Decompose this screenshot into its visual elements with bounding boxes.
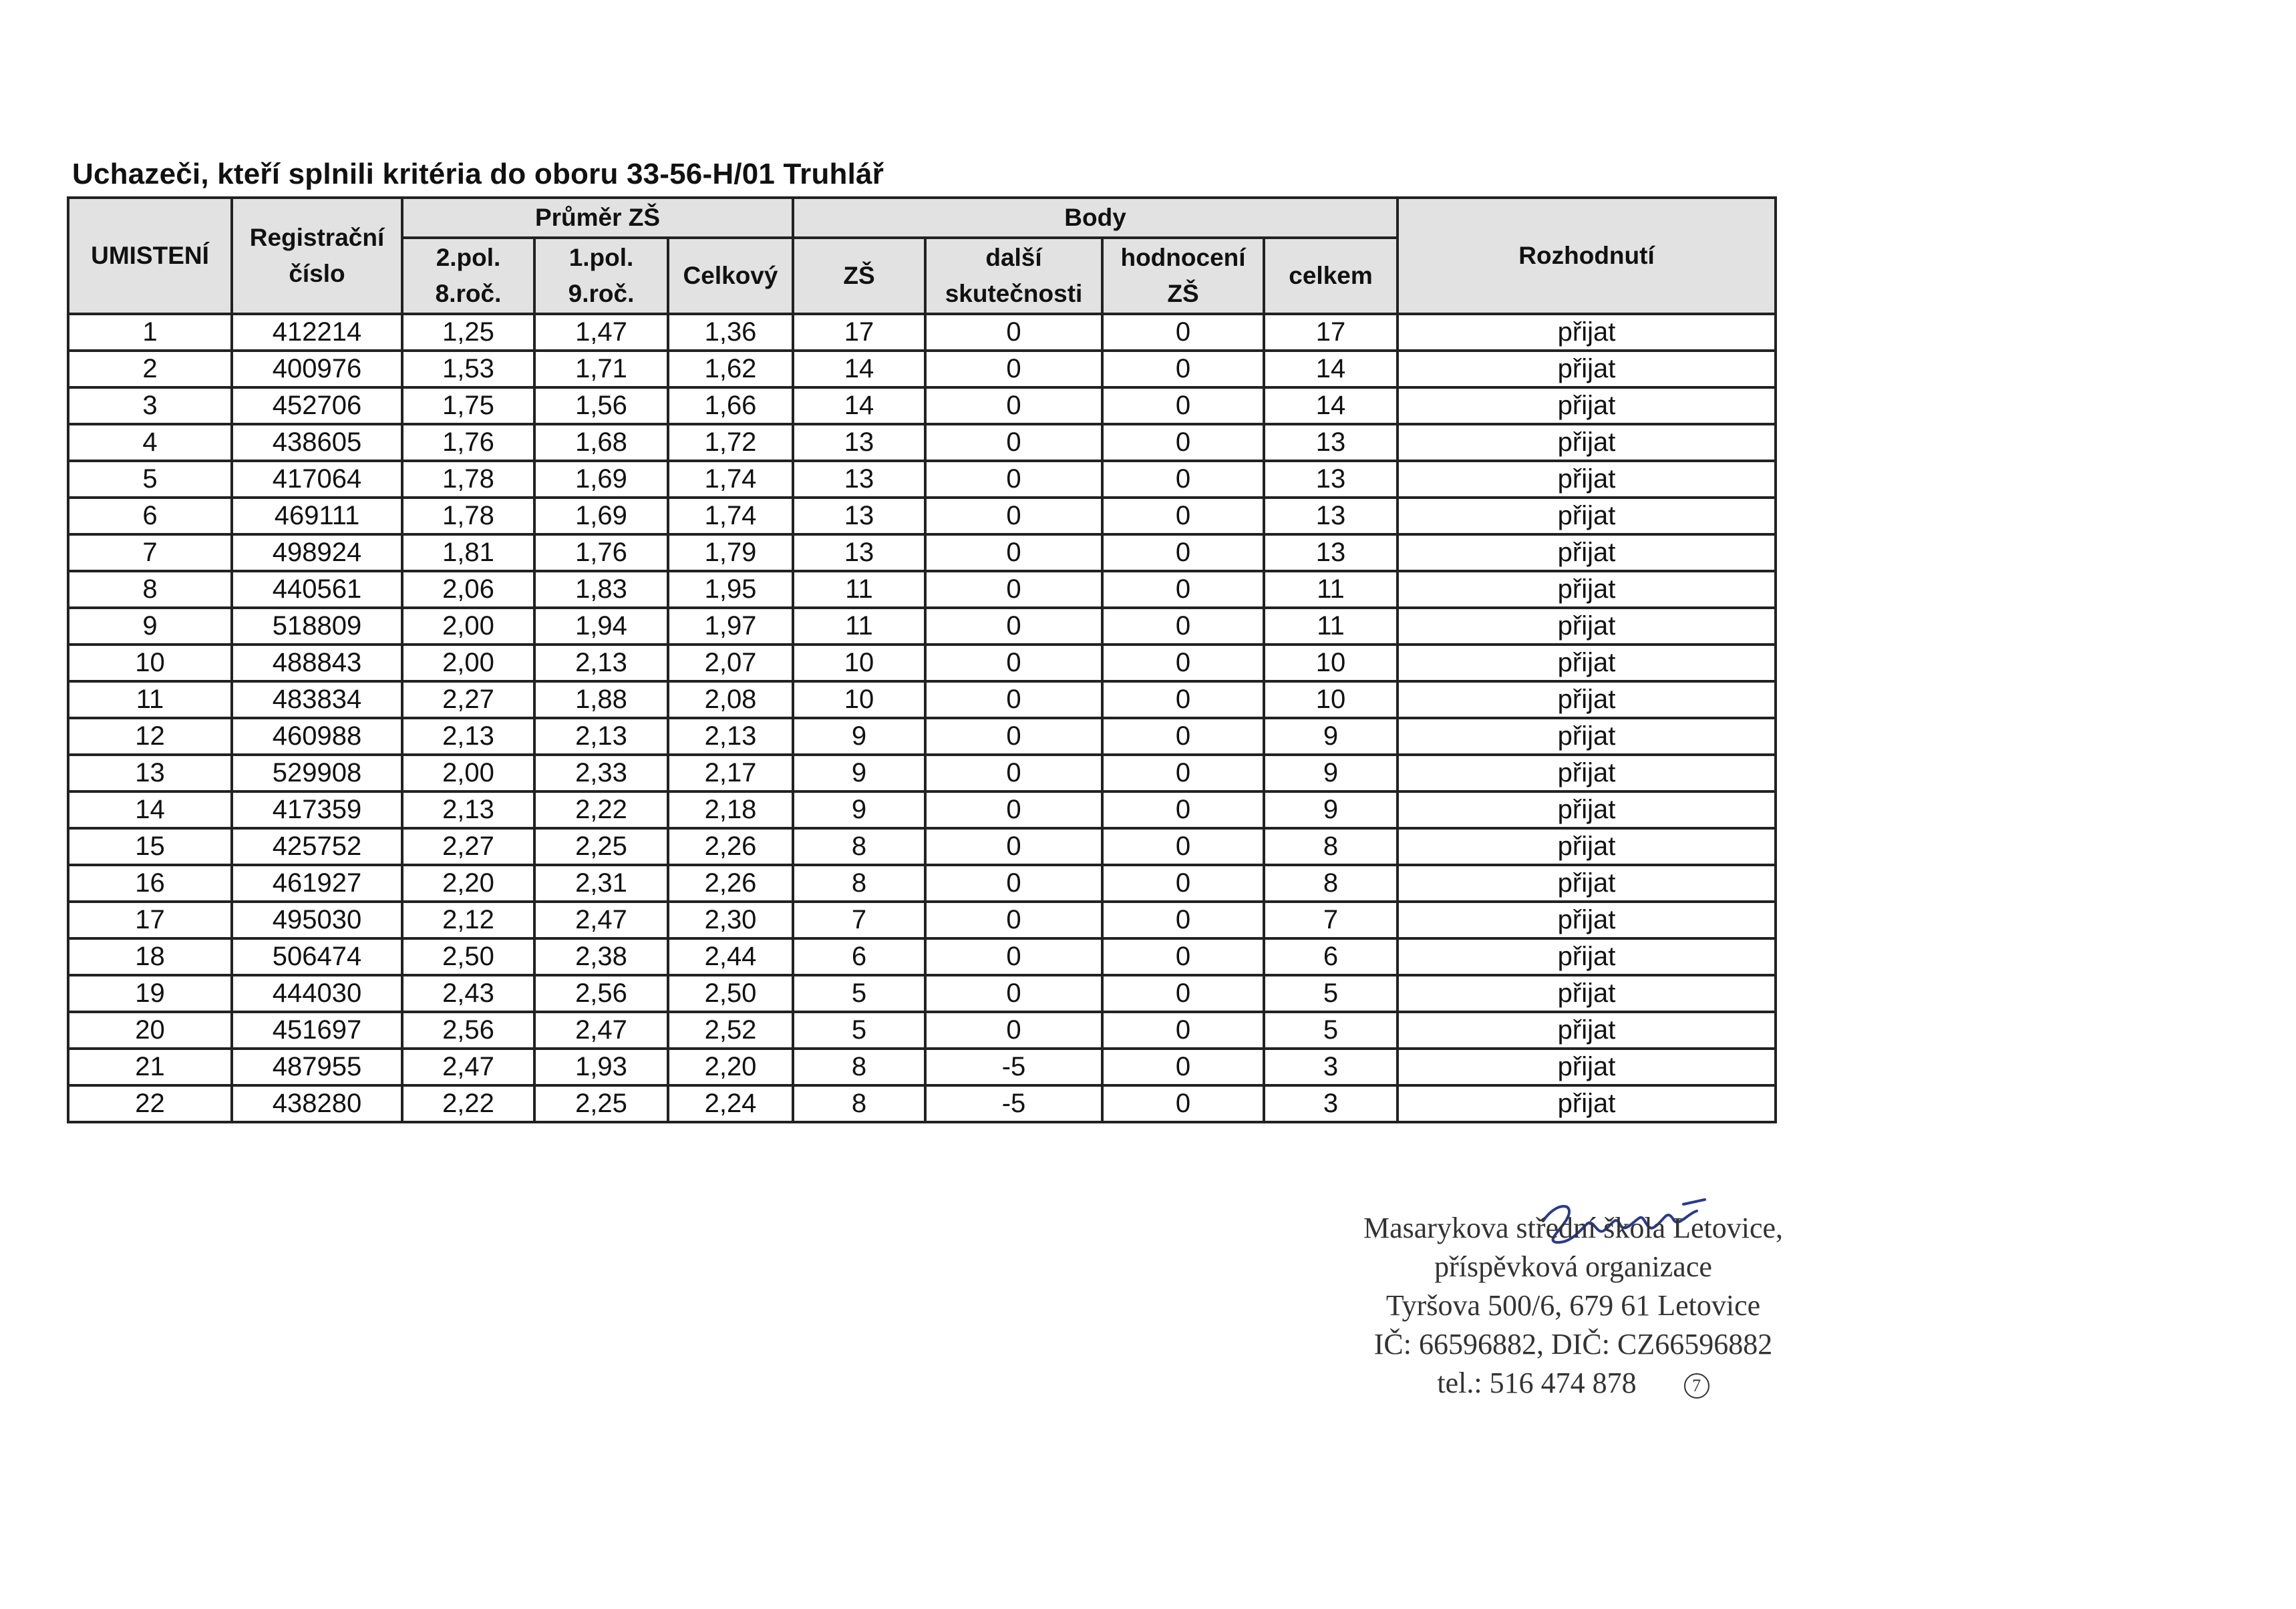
- cell-pol2: 2,13: [402, 791, 534, 828]
- cell-pol2: 2,00: [402, 645, 534, 681]
- cell-celkovy: 1,36: [668, 314, 793, 351]
- cell-dalsi: 0: [925, 424, 1102, 461]
- cell-pol2: 2,43: [402, 975, 534, 1012]
- cell-zs: 6: [793, 938, 925, 975]
- cell-hodnoceni: 0: [1102, 608, 1264, 645]
- cell-hodnoceni: 0: [1102, 828, 1264, 865]
- table-row: [68, 424, 1776, 461]
- cell-zs: 14: [793, 387, 925, 424]
- cell-pol2: 1,53: [402, 351, 534, 387]
- cell-umisteni: 7: [68, 534, 232, 571]
- cell-hodnoceni: 0: [1102, 938, 1264, 975]
- cell-pol2: 2,27: [402, 828, 534, 865]
- cell-registracni: 438280: [232, 1085, 402, 1122]
- cell-rozhodnuti: přijat: [1398, 902, 1776, 938]
- cell-pol1: 2,47: [534, 1012, 668, 1049]
- cell-umisteni: 6: [68, 498, 232, 534]
- table-row: [68, 681, 1776, 718]
- cell-rozhodnuti: přijat: [1398, 938, 1776, 975]
- cell-umisteni: 3: [68, 387, 232, 424]
- col-zs: ZŠ: [793, 238, 925, 314]
- cell-dalsi: 0: [925, 461, 1102, 498]
- cell-rozhodnuti: přijat: [1398, 975, 1776, 1012]
- cell-celkovy: 2,18: [668, 791, 793, 828]
- cell-umisteni: 15: [68, 828, 232, 865]
- cell-pol1: 1,56: [534, 387, 668, 424]
- cell-celkovy: 1,95: [668, 571, 793, 608]
- cell-rozhodnuti: přijat: [1398, 387, 1776, 424]
- cell-celkem: 8: [1264, 865, 1398, 902]
- cell-celkovy: 2,26: [668, 865, 793, 902]
- stamp-number-mark: 7: [1684, 1373, 1709, 1399]
- cell-umisteni: 16: [68, 865, 232, 902]
- cell-registracni: 506474: [232, 938, 402, 975]
- col-celkovy: Celkový: [668, 238, 793, 314]
- table-row: [68, 718, 1776, 755]
- cell-celkem: 17: [1264, 314, 1398, 351]
- stamp-line: příspěvková organizace: [1434, 1250, 1712, 1283]
- cell-pol1: 1,47: [534, 314, 668, 351]
- cell-rozhodnuti: přijat: [1398, 718, 1776, 755]
- cell-zs: 11: [793, 571, 925, 608]
- table-header: [68, 198, 1776, 314]
- cell-pol1: 2,22: [534, 791, 668, 828]
- cell-dalsi: 0: [925, 975, 1102, 1012]
- cell-rozhodnuti: přijat: [1398, 534, 1776, 571]
- cell-celkem: 9: [1264, 791, 1398, 828]
- table-body: [68, 314, 1776, 1122]
- cell-dalsi: 0: [925, 387, 1102, 424]
- table-row: [68, 1085, 1776, 1122]
- stamp-line: [1309, 1364, 1837, 1403]
- cell-hodnoceni: 0: [1102, 1049, 1264, 1085]
- cell-pol1: 1,76: [534, 534, 668, 571]
- cell-registracni: 451697: [232, 1012, 402, 1049]
- table-row: [68, 828, 1776, 865]
- cell-registracni: 483834: [232, 681, 402, 718]
- cell-celkovy: 2,52: [668, 1012, 793, 1049]
- cell-celkem: 14: [1264, 387, 1398, 424]
- cell-registracni: 400976: [232, 351, 402, 387]
- cell-registracni: 487955: [232, 1049, 402, 1085]
- cell-umisteni: 9: [68, 608, 232, 645]
- table-row: [68, 608, 1776, 645]
- cell-dalsi: 0: [925, 865, 1102, 902]
- cell-pol1: 2,33: [534, 755, 668, 791]
- table-row: [68, 387, 1776, 424]
- cell-celkovy: 2,17: [668, 755, 793, 791]
- cell-pol2: 1,25: [402, 314, 534, 351]
- cell-dalsi: 0: [925, 351, 1102, 387]
- cell-pol2: 2,22: [402, 1085, 534, 1122]
- cell-umisteni: 14: [68, 791, 232, 828]
- table-row: [68, 351, 1776, 387]
- cell-hodnoceni: 0: [1102, 1085, 1264, 1122]
- cell-umisteni: 8: [68, 571, 232, 608]
- stamp-line: IČ: 66596882, DIČ: CZ66596882: [1373, 1328, 1773, 1361]
- cell-umisteni: 21: [68, 1049, 232, 1085]
- cell-zs: 8: [793, 1085, 925, 1122]
- cell-celkem: 11: [1264, 571, 1398, 608]
- cell-celkovy: 1,72: [668, 424, 793, 461]
- table-row: [68, 791, 1776, 828]
- cell-dalsi: 0: [925, 938, 1102, 975]
- cell-pol1: 1,94: [534, 608, 668, 645]
- cell-pol1: 1,83: [534, 571, 668, 608]
- cell-celkem: 13: [1264, 498, 1398, 534]
- table-row: [68, 755, 1776, 791]
- cell-registracni: 412214: [232, 314, 402, 351]
- cell-registracni: 498924: [232, 534, 402, 571]
- cell-zs: 10: [793, 681, 925, 718]
- cell-pol1: 2,25: [534, 828, 668, 865]
- cell-registracni: 518809: [232, 608, 402, 645]
- cell-celkem: 13: [1264, 461, 1398, 498]
- col-rozhodnuti: Rozhodnutí: [1398, 198, 1776, 314]
- group-body: Body: [793, 198, 1398, 238]
- cell-rozhodnuti: přijat: [1398, 1012, 1776, 1049]
- cell-celkem: 3: [1264, 1085, 1398, 1122]
- cell-dalsi: -5: [925, 1085, 1102, 1122]
- table-row: [68, 534, 1776, 571]
- cell-dalsi: 0: [925, 681, 1102, 718]
- cell-hodnoceni: 0: [1102, 351, 1264, 387]
- cell-umisteni: 11: [68, 681, 232, 718]
- cell-pol2: 1,81: [402, 534, 534, 571]
- cell-celkem: 9: [1264, 718, 1398, 755]
- stamp-line: Tyršova 500/6, 679 61 Letovice: [1385, 1289, 1761, 1322]
- cell-pol2: 1,78: [402, 498, 534, 534]
- cell-registracni: 444030: [232, 975, 402, 1012]
- cell-rozhodnuti: přijat: [1398, 608, 1776, 645]
- cell-celkovy: 2,07: [668, 645, 793, 681]
- cell-celkovy: 1,66: [668, 387, 793, 424]
- cell-pol1: 1,93: [534, 1049, 668, 1085]
- table-row: [68, 1012, 1776, 1049]
- table-row: [68, 865, 1776, 902]
- cell-celkem: 14: [1264, 351, 1398, 387]
- cell-zs: 8: [793, 828, 925, 865]
- cell-rozhodnuti: přijat: [1398, 1049, 1776, 1085]
- cell-umisteni: 4: [68, 424, 232, 461]
- cell-zs: 11: [793, 608, 925, 645]
- cell-celkovy: 2,08: [668, 681, 793, 718]
- cell-celkem: 6: [1264, 938, 1398, 975]
- cell-rozhodnuti: přijat: [1398, 571, 1776, 608]
- col-celkem: celkem: [1264, 238, 1398, 314]
- cell-rozhodnuti: přijat: [1398, 498, 1776, 534]
- cell-dalsi: 0: [925, 902, 1102, 938]
- cell-umisteni: 12: [68, 718, 232, 755]
- school-stamp: [1309, 1209, 1837, 1403]
- cell-pol1: 1,69: [534, 498, 668, 534]
- cell-umisteni: 2: [68, 351, 232, 387]
- table-row: [68, 1049, 1776, 1085]
- cell-dalsi: 0: [925, 534, 1102, 571]
- cell-zs: 13: [793, 498, 925, 534]
- cell-pol2: 2,06: [402, 571, 534, 608]
- cell-pol2: 2,00: [402, 755, 534, 791]
- cell-pol1: 2,13: [534, 718, 668, 755]
- cell-pol2: 1,76: [402, 424, 534, 461]
- cell-celkem: 5: [1264, 975, 1398, 1012]
- cell-hodnoceni: 0: [1102, 534, 1264, 571]
- cell-registracni: 452706: [232, 387, 402, 424]
- cell-zs: 9: [793, 755, 925, 791]
- cell-pol2: 1,78: [402, 461, 534, 498]
- cell-hodnoceni: 0: [1102, 571, 1264, 608]
- cell-pol2: 2,47: [402, 1049, 534, 1085]
- cell-hodnoceni: 0: [1102, 791, 1264, 828]
- cell-pol1: 2,56: [534, 975, 668, 1012]
- cell-umisteni: 1: [68, 314, 232, 351]
- cell-zs: 13: [793, 424, 925, 461]
- stamp-line: Masarykova střední škola Letovice,: [1363, 1212, 1784, 1244]
- cell-registracni: 417064: [232, 461, 402, 498]
- cell-rozhodnuti: přijat: [1398, 791, 1776, 828]
- cell-celkovy: 2,13: [668, 718, 793, 755]
- cell-registracni: 438605: [232, 424, 402, 461]
- cell-zs: 9: [793, 718, 925, 755]
- cell-celkem: 13: [1264, 534, 1398, 571]
- cell-celkem: 8: [1264, 828, 1398, 865]
- cell-rozhodnuti: přijat: [1398, 865, 1776, 902]
- cell-umisteni: 18: [68, 938, 232, 975]
- cell-pol1: 2,38: [534, 938, 668, 975]
- cell-zs: 8: [793, 1049, 925, 1085]
- cell-rozhodnuti: přijat: [1398, 461, 1776, 498]
- cell-rozhodnuti: přijat: [1398, 424, 1776, 461]
- cell-dalsi: 0: [925, 791, 1102, 828]
- col-hodnoceni: hodnocení ZŠ: [1102, 238, 1264, 314]
- cell-celkem: 3: [1264, 1049, 1398, 1085]
- cell-zs: 7: [793, 902, 925, 938]
- cell-zs: 9: [793, 791, 925, 828]
- stamp-phone: tel.: 516 474 878: [1437, 1367, 1637, 1399]
- cell-pol2: 2,50: [402, 938, 534, 975]
- table-row: [68, 938, 1776, 975]
- cell-celkem: 13: [1264, 424, 1398, 461]
- cell-rozhodnuti: přijat: [1398, 314, 1776, 351]
- cell-hodnoceni: 0: [1102, 975, 1264, 1012]
- col-registracni: Registrační číslo: [232, 198, 402, 314]
- cell-rozhodnuti: přijat: [1398, 828, 1776, 865]
- cell-dalsi: 0: [925, 645, 1102, 681]
- cell-zs: 5: [793, 1012, 925, 1049]
- cell-rozhodnuti: přijat: [1398, 645, 1776, 681]
- cell-celkovy: 1,97: [668, 608, 793, 645]
- cell-hodnoceni: 0: [1102, 902, 1264, 938]
- cell-hodnoceni: 0: [1102, 424, 1264, 461]
- cell-hodnoceni: 0: [1102, 314, 1264, 351]
- table-row: [68, 975, 1776, 1012]
- cell-pol1: 2,47: [534, 902, 668, 938]
- col-umisteni: UMISTENÍ: [68, 198, 232, 314]
- cell-registracni: 417359: [232, 791, 402, 828]
- col-dalsi: další skutečnosti: [925, 238, 1102, 314]
- page-title: Uchazeči, kteří splnili kritéria do oboru 33-56-H/01 Truhlář: [72, 158, 884, 190]
- cell-pol2: 2,20: [402, 865, 534, 902]
- cell-umisteni: 17: [68, 902, 232, 938]
- cell-celkem: 9: [1264, 755, 1398, 791]
- col-pol1: 1.pol. 9.roč.: [534, 238, 668, 314]
- cell-pol1: 2,25: [534, 1085, 668, 1122]
- cell-pol1: 2,31: [534, 865, 668, 902]
- group-prumer: Průměr ZŠ: [402, 198, 793, 238]
- cell-umisteni: 5: [68, 461, 232, 498]
- table-row: [68, 461, 1776, 498]
- cell-celkovy: 1,62: [668, 351, 793, 387]
- cell-rozhodnuti: přijat: [1398, 755, 1776, 791]
- cell-zs: 13: [793, 534, 925, 571]
- cell-registracni: 469111: [232, 498, 402, 534]
- cell-hodnoceni: 0: [1102, 718, 1264, 755]
- results-table: [67, 196, 1777, 1123]
- cell-registracni: 488843: [232, 645, 402, 681]
- cell-rozhodnuti: přijat: [1398, 1085, 1776, 1122]
- cell-zs: 10: [793, 645, 925, 681]
- cell-zs: 14: [793, 351, 925, 387]
- cell-celkovy: 2,26: [668, 828, 793, 865]
- cell-hodnoceni: 0: [1102, 387, 1264, 424]
- cell-pol1: 1,88: [534, 681, 668, 718]
- cell-hodnoceni: 0: [1102, 865, 1264, 902]
- cell-celkem: 11: [1264, 608, 1398, 645]
- cell-hodnoceni: 0: [1102, 498, 1264, 534]
- col-pol2: 2.pol. 8.roč.: [402, 238, 534, 314]
- cell-celkovy: 2,44: [668, 938, 793, 975]
- cell-umisteni: 10: [68, 645, 232, 681]
- cell-dalsi: 0: [925, 571, 1102, 608]
- cell-dalsi: -5: [925, 1049, 1102, 1085]
- cell-celkem: 5: [1264, 1012, 1398, 1049]
- table-row: [68, 645, 1776, 681]
- cell-celkovy: 2,50: [668, 975, 793, 1012]
- cell-dalsi: 0: [925, 1012, 1102, 1049]
- cell-celkovy: 2,30: [668, 902, 793, 938]
- cell-hodnoceni: 0: [1102, 645, 1264, 681]
- cell-pol1: 1,68: [534, 424, 668, 461]
- cell-zs: 5: [793, 975, 925, 1012]
- cell-dalsi: 0: [925, 718, 1102, 755]
- cell-pol2: 2,13: [402, 718, 534, 755]
- cell-registracni: 461927: [232, 865, 402, 902]
- cell-pol1: 1,71: [534, 351, 668, 387]
- cell-pol2: 2,12: [402, 902, 534, 938]
- cell-hodnoceni: 0: [1102, 681, 1264, 718]
- cell-hodnoceni: 0: [1102, 1012, 1264, 1049]
- cell-umisteni: 19: [68, 975, 232, 1012]
- table-row: [68, 902, 1776, 938]
- cell-celkovy: 1,74: [668, 498, 793, 534]
- cell-dalsi: 0: [925, 755, 1102, 791]
- cell-rozhodnuti: přijat: [1398, 351, 1776, 387]
- cell-registracni: 495030: [232, 902, 402, 938]
- table-row: [68, 498, 1776, 534]
- cell-celkovy: 1,79: [668, 534, 793, 571]
- cell-registracni: 460988: [232, 718, 402, 755]
- table-row: [68, 314, 1776, 351]
- cell-pol2: 2,00: [402, 608, 534, 645]
- cell-zs: 13: [793, 461, 925, 498]
- cell-registracni: 425752: [232, 828, 402, 865]
- cell-dalsi: 0: [925, 608, 1102, 645]
- cell-celkovy: 2,20: [668, 1049, 793, 1085]
- cell-pol1: 2,13: [534, 645, 668, 681]
- cell-celkem: 7: [1264, 902, 1398, 938]
- cell-umisteni: 13: [68, 755, 232, 791]
- cell-dalsi: 0: [925, 828, 1102, 865]
- cell-umisteni: 22: [68, 1085, 232, 1122]
- cell-zs: 17: [793, 314, 925, 351]
- cell-zs: 8: [793, 865, 925, 902]
- cell-pol2: 1,75: [402, 387, 534, 424]
- cell-celkem: 10: [1264, 681, 1398, 718]
- cell-registracni: 529908: [232, 755, 402, 791]
- cell-pol2: 2,27: [402, 681, 534, 718]
- cell-rozhodnuti: přijat: [1398, 681, 1776, 718]
- cell-pol1: 1,69: [534, 461, 668, 498]
- cell-registracni: 440561: [232, 571, 402, 608]
- cell-celkovy: 1,74: [668, 461, 793, 498]
- cell-pol2: 2,56: [402, 1012, 534, 1049]
- cell-celkem: 10: [1264, 645, 1398, 681]
- cell-umisteni: 20: [68, 1012, 232, 1049]
- cell-hodnoceni: 0: [1102, 755, 1264, 791]
- cell-celkovy: 2,24: [668, 1085, 793, 1122]
- cell-dalsi: 0: [925, 314, 1102, 351]
- cell-dalsi: 0: [925, 498, 1102, 534]
- cell-hodnoceni: 0: [1102, 461, 1264, 498]
- table-row: [68, 571, 1776, 608]
